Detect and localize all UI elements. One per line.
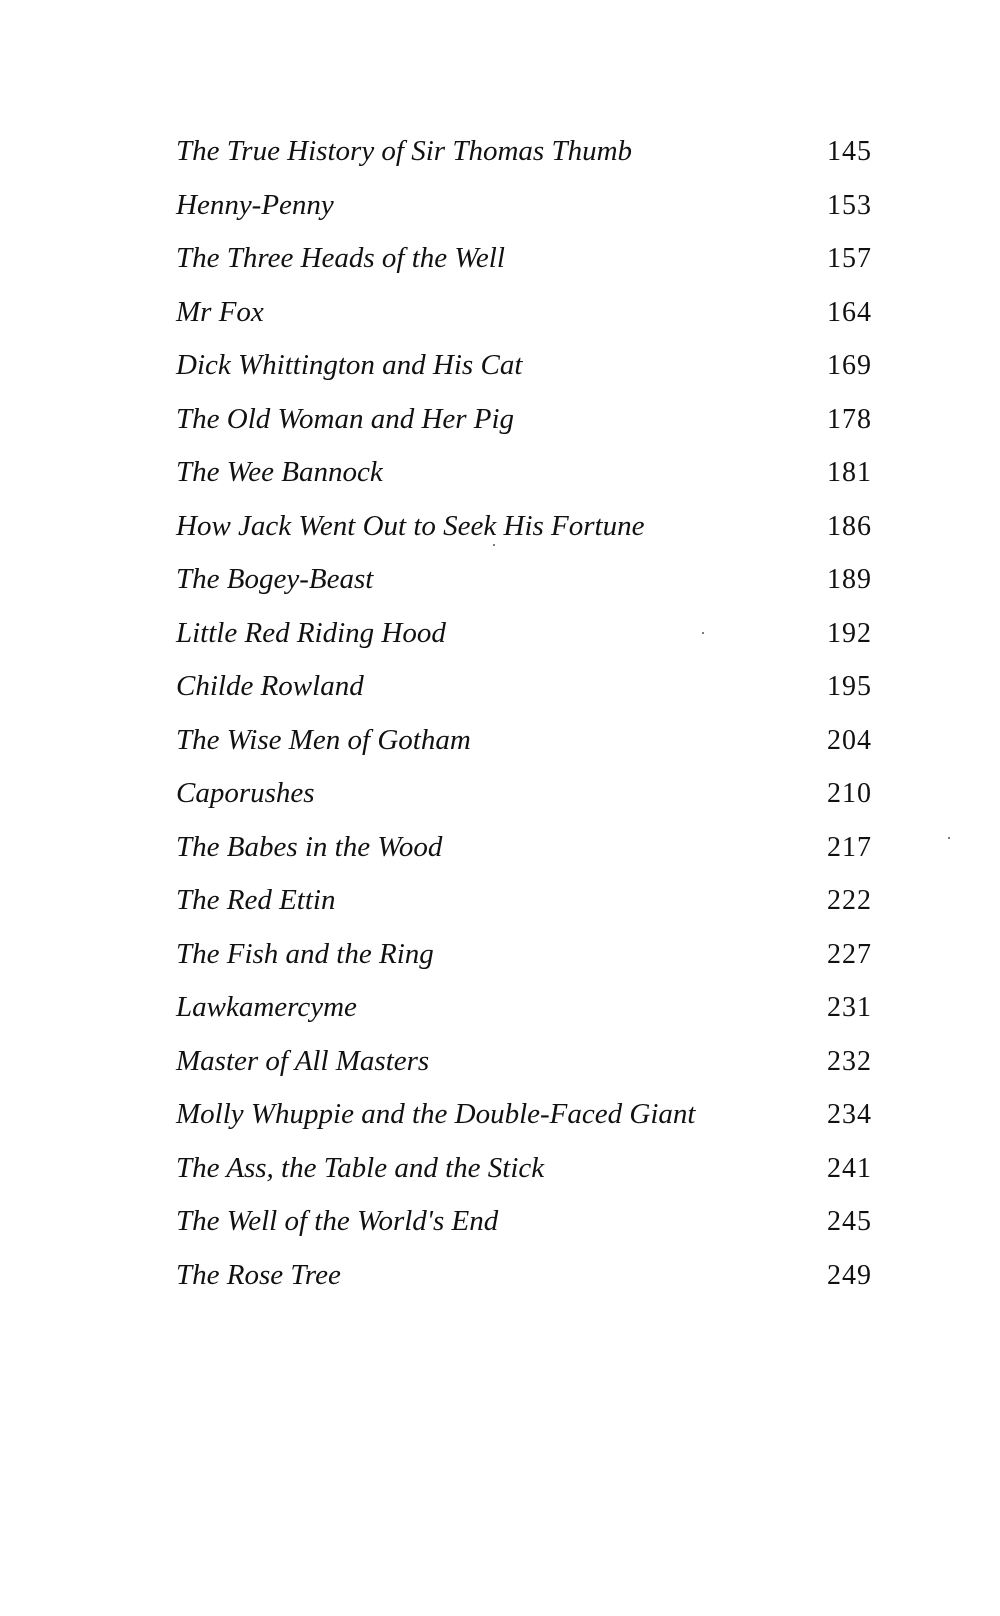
toc-entry (176, 125, 872, 179)
toc-entry (176, 232, 872, 286)
toc-entry-page: 222 (827, 885, 872, 916)
toc-entry (176, 874, 872, 928)
toc-entry (176, 1249, 872, 1303)
toc-entry (176, 1195, 872, 1249)
toc-entry (176, 446, 872, 500)
toc-entry-title: The Three Heads of the Well (176, 242, 505, 274)
toc-entry-page: 153 (827, 189, 872, 221)
toc-entry-title: The True History of Sir Thomas Thumb (176, 135, 633, 167)
toc-entry-title: The Old Woman and Her Pig (176, 402, 515, 435)
toc-entry-page: 195 (827, 671, 872, 702)
toc-entry (176, 928, 872, 982)
toc-entry-title: Master of All Masters (176, 1044, 430, 1077)
toc-entry-title: The Rose Tree (176, 1258, 341, 1291)
toc-entry-title: Henny-Penny (176, 188, 334, 221)
toc-entry-title: Little Red Riding Hood (176, 616, 446, 649)
toc-entry (176, 286, 872, 340)
toc-entry (176, 767, 872, 821)
toc-entry (176, 607, 872, 661)
toc-entry-page: 217 (827, 831, 872, 863)
toc-entry-page: 192 (827, 617, 872, 649)
toc-entry (176, 393, 872, 447)
toc-entry-page: 145 (827, 136, 872, 167)
toc-entry-title: The Wee Bannock (176, 456, 383, 488)
toc-entry (176, 660, 872, 714)
toc-entry (176, 821, 872, 875)
toc-entry-page: 181 (827, 457, 872, 488)
toc-entry-title: Childe Rowland (176, 670, 364, 702)
toc-entry-title: The Fish and the Ring (176, 937, 434, 970)
scan-speck (493, 544, 495, 546)
toc-entry-page: 241 (827, 1152, 872, 1184)
toc-entry (176, 179, 872, 233)
toc-entry-page: 204 (827, 724, 872, 756)
toc-entry-title: The Wise Men of Gotham (176, 723, 471, 756)
toc-entry-page: 227 (827, 938, 872, 970)
toc-entry (176, 1035, 872, 1089)
toc-entry (176, 553, 872, 607)
toc-entry-page: 234 (827, 1099, 872, 1130)
toc-entry-page: 249 (827, 1259, 872, 1291)
toc-entry-title: Mr Fox (176, 295, 264, 328)
toc-entry-page: 178 (827, 403, 872, 435)
scan-speck (702, 632, 704, 634)
toc-entry-page: 157 (827, 243, 872, 274)
toc-entry-page: 189 (827, 564, 872, 595)
toc-entry (176, 1142, 872, 1196)
toc-entry (176, 714, 872, 768)
toc-entry-page: 164 (827, 296, 872, 328)
toc-entry-title: How Jack Went Out to Seek His Fortune (176, 509, 645, 542)
toc-entry (176, 1088, 872, 1142)
scan-speck (948, 837, 950, 839)
toc-entry-title: The Well of the World's End (176, 1205, 499, 1237)
toc-entry-title: The Red Ettin (176, 884, 336, 916)
toc-entry-title: The Ass, the Table and the Stick (176, 1151, 545, 1184)
toc-entry-page: 210 (827, 778, 872, 809)
toc-entry-title: Caporushes (176, 777, 315, 809)
toc-entry (176, 339, 872, 393)
toc-entry (176, 981, 872, 1035)
toc-entry-page: 245 (827, 1206, 872, 1237)
toc-entry-title: The Bogey-Beast (176, 563, 374, 595)
toc-entry-page: 232 (827, 1045, 872, 1077)
toc-entry-title: The Babes in the Wood (176, 830, 443, 863)
toc-entry-title: Molly Whuppie and the Double-Faced Giant (176, 1098, 696, 1130)
toc-entry-title: Lawkamercyme (176, 991, 357, 1023)
toc-entry-title: Dick Whittington and His Cat (176, 349, 523, 381)
toc-entry-page: 186 (827, 510, 872, 542)
table-of-contents (176, 125, 872, 1302)
toc-entry-page: 169 (827, 350, 872, 381)
toc-entry (176, 500, 872, 554)
toc-entry-page: 231 (827, 992, 872, 1023)
